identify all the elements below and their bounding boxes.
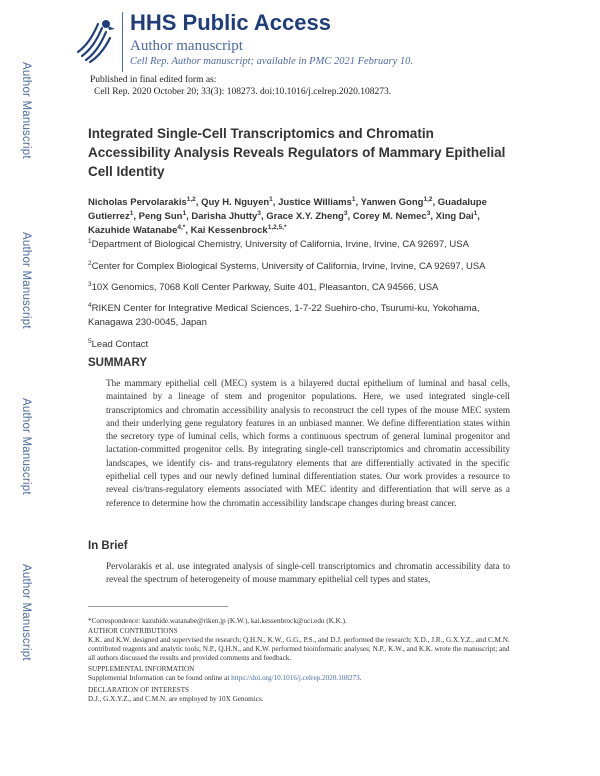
sidebar-label-author-manuscript: Author Manuscript — [20, 62, 32, 159]
author-name: Kazuhide Watanabe — [88, 225, 178, 236]
sidebar-label-author-manuscript: Author Manuscript — [20, 232, 32, 329]
author-affiliation-marker: 1,2 — [423, 195, 433, 203]
author-name: Guadalupe Gutierrez — [88, 197, 487, 222]
author-affiliation-marker: 3 — [426, 209, 431, 217]
affiliation-4: $^4$RIKEN Center for Integrative Medical Sciences, 1-7-22 Suehiro-cho, Tsurumi-ku, Yokohama, Kanagawa 230-0045, Japan — [88, 301, 480, 328]
summary-text: The mammary epithelial cell (MEC) system is a bilayered ductal epithelium of luminal and basal cells, maintained by a lineage of stem and progenitor populations. Here, we used integrated single-cell transcriptomics and chromatin accessibility analysis to reconstruct the cell types of the mouse MEC system and their underlying gene regulatory features in an unbiased manner. We define differentiation states within the secretory type of luminal cells, which forms a continuous spectrum of general luminal progenitor and lactation-committed progenitor cells. By integrating single-cell transcriptomics and chromatin accessibility landscapes, we identify cis- and trans-regulatory elements that are differentially activated in the specific epithelial cell types and our newly defined luminal differentiation states. Our work provides a resource to reveal cis/trans-regulatory elements associated with MEC identity and differentiation that will serve as a reference to determine how the chromatin accessibility landscape changes during breast cancer. — [106, 378, 510, 508]
affiliation-2: $^2$Center for Complex Biological Systems, University of California, Irvine, Irvine, CA 92697, USA — [88, 259, 486, 272]
affiliation-1: $^1$Department of Biological Chemistry, University of California, Irvine, Irvine, CA 92697, USA — [88, 237, 469, 250]
in-brief-text: Pervolarakis et al. use integrated analysis of single-cell transcriptomics and chromatin accessibility data to reveal the spectrum of heterogeneity of mouse mammary epithelial cell types and states, — [106, 561, 510, 585]
author-name: Kai Kessenbrock — [190, 225, 268, 236]
author-affiliation-marker: 1 — [473, 209, 478, 217]
author-affiliation-marker: 1,2,5,* — [267, 223, 287, 231]
author-name: Nicholas Pervolarakis — [88, 197, 187, 208]
sidebar-label-author-manuscript: Author Manuscript — [20, 564, 32, 661]
contributions-text: K.K. and K.W. designed and supervised the research; Q.H.N., K.W., G.G., P.S., and D.J. performed the research; X.D., J.R., G.X.Y.Z., and C.M.N. contributed reagents and analytic tools; N.P., Q.H.N., and K.W. performed bioinformatic analyses; N.P., K.W., and K.K. wrote the manuscript; and all authors discussed the results and provided comments and feedback. — [88, 636, 510, 663]
supplemental-heading: SUPPLEMENTAL INFORMATION — [88, 665, 195, 673]
correspondence-footnote: *Correspondence: kazuhide.watanabe@riken.jp (K.W.), kai.kessenbrock@uci.edu (K.K.). — [88, 617, 347, 625]
author-name: Quy H. Nguyen — [201, 197, 270, 208]
in-brief-heading: In Brief — [88, 540, 128, 552]
citation: Cell Rep. 2020 October 20; 33(3): 108273. doi:10.1016/j.celrep.2020.108273. — [94, 87, 392, 97]
supplemental-link[interactable]: https://doi.org/10.1016/j.celrep.2020.108273 — [231, 674, 360, 682]
author-name: Justice Williams — [278, 197, 352, 208]
author-name: Darisha Jhutty — [191, 211, 258, 222]
footnote-divider — [88, 606, 228, 607]
declaration-text: D.J., G.X.Y.Z., and C.M.N. are employed by 10X Genomics. — [88, 695, 264, 703]
hhs-eagle-logo-icon — [72, 12, 118, 64]
author-name: Corey M. Nemec — [352, 211, 427, 222]
author-affiliation-marker: 1,2 — [186, 195, 196, 203]
author-name: Peng Sun — [138, 211, 183, 222]
journal-availability-line: Cell Rep. Author manuscript; available in PMC 2021 February 10. — [130, 56, 413, 67]
published-label: Published in final edited form as: — [90, 75, 217, 85]
author-affiliation-marker: 1 — [129, 209, 134, 217]
author-affiliation-marker: 4,* — [177, 223, 186, 231]
header-divider — [122, 12, 123, 72]
summary-heading: SUMMARY — [88, 357, 147, 369]
hhs-public-access-title: HHS Public Access — [130, 10, 331, 35]
author-affiliation-marker: 1 — [351, 195, 356, 203]
author-name: Grace X.Y. Zheng — [266, 211, 344, 222]
affiliation-5: $^5$Lead Contact — [88, 337, 149, 350]
article-title: Integrated Single-Cell Transcriptomics and Chromatin Accessibility Analysis Reveals Regulators of Mammary Epithelial Cell Identity — [88, 126, 506, 179]
sidebar-label-author-manuscript: Author Manuscript — [20, 398, 32, 495]
author-name: Xing Dai — [435, 211, 474, 222]
author-affiliation-marker: 1 — [182, 209, 187, 217]
contributions-heading: AUTHOR CONTRIBUTIONS — [88, 627, 178, 635]
author-affiliation-marker: 1 — [269, 195, 273, 203]
author-list: Nicholas Pervolarakis$^{1,2}$, Quy H. Nguyen$^1$, Justice Williams$^1$, Yanwen Gong$^{1,2}$, Guadalupe Gutierrez$^1$, Peng Sun$^1$, Darisha Jhutty$^3$, Grace X.Y. Zheng$^3$, Corey M. Nemec$^3$, Xing Dai$^1$, Kazuhide Watanabe$^{4,*}$, Kai Kessenbrock$^{1,2,5,*}$ — [88, 195, 487, 236]
author-name: Yanwen Gong — [360, 197, 424, 208]
supplemental-text: Supplemental Information can be found online at https://doi.org/10.1016/j.celrep.2020.108273. — [88, 674, 362, 682]
author-affiliation-marker: 3 — [343, 209, 348, 217]
author-affiliation-marker: 3 — [257, 209, 261, 217]
affiliation-3: $^3$10X Genomics, 7068 Koll Center Parkway, Suite 401, Pleasanton, CA 94566, USA — [88, 280, 439, 293]
author-manuscript-subtitle: Author manuscript — [130, 38, 243, 54]
declaration-heading: DECLARATION OF INTERESTS — [88, 686, 190, 694]
